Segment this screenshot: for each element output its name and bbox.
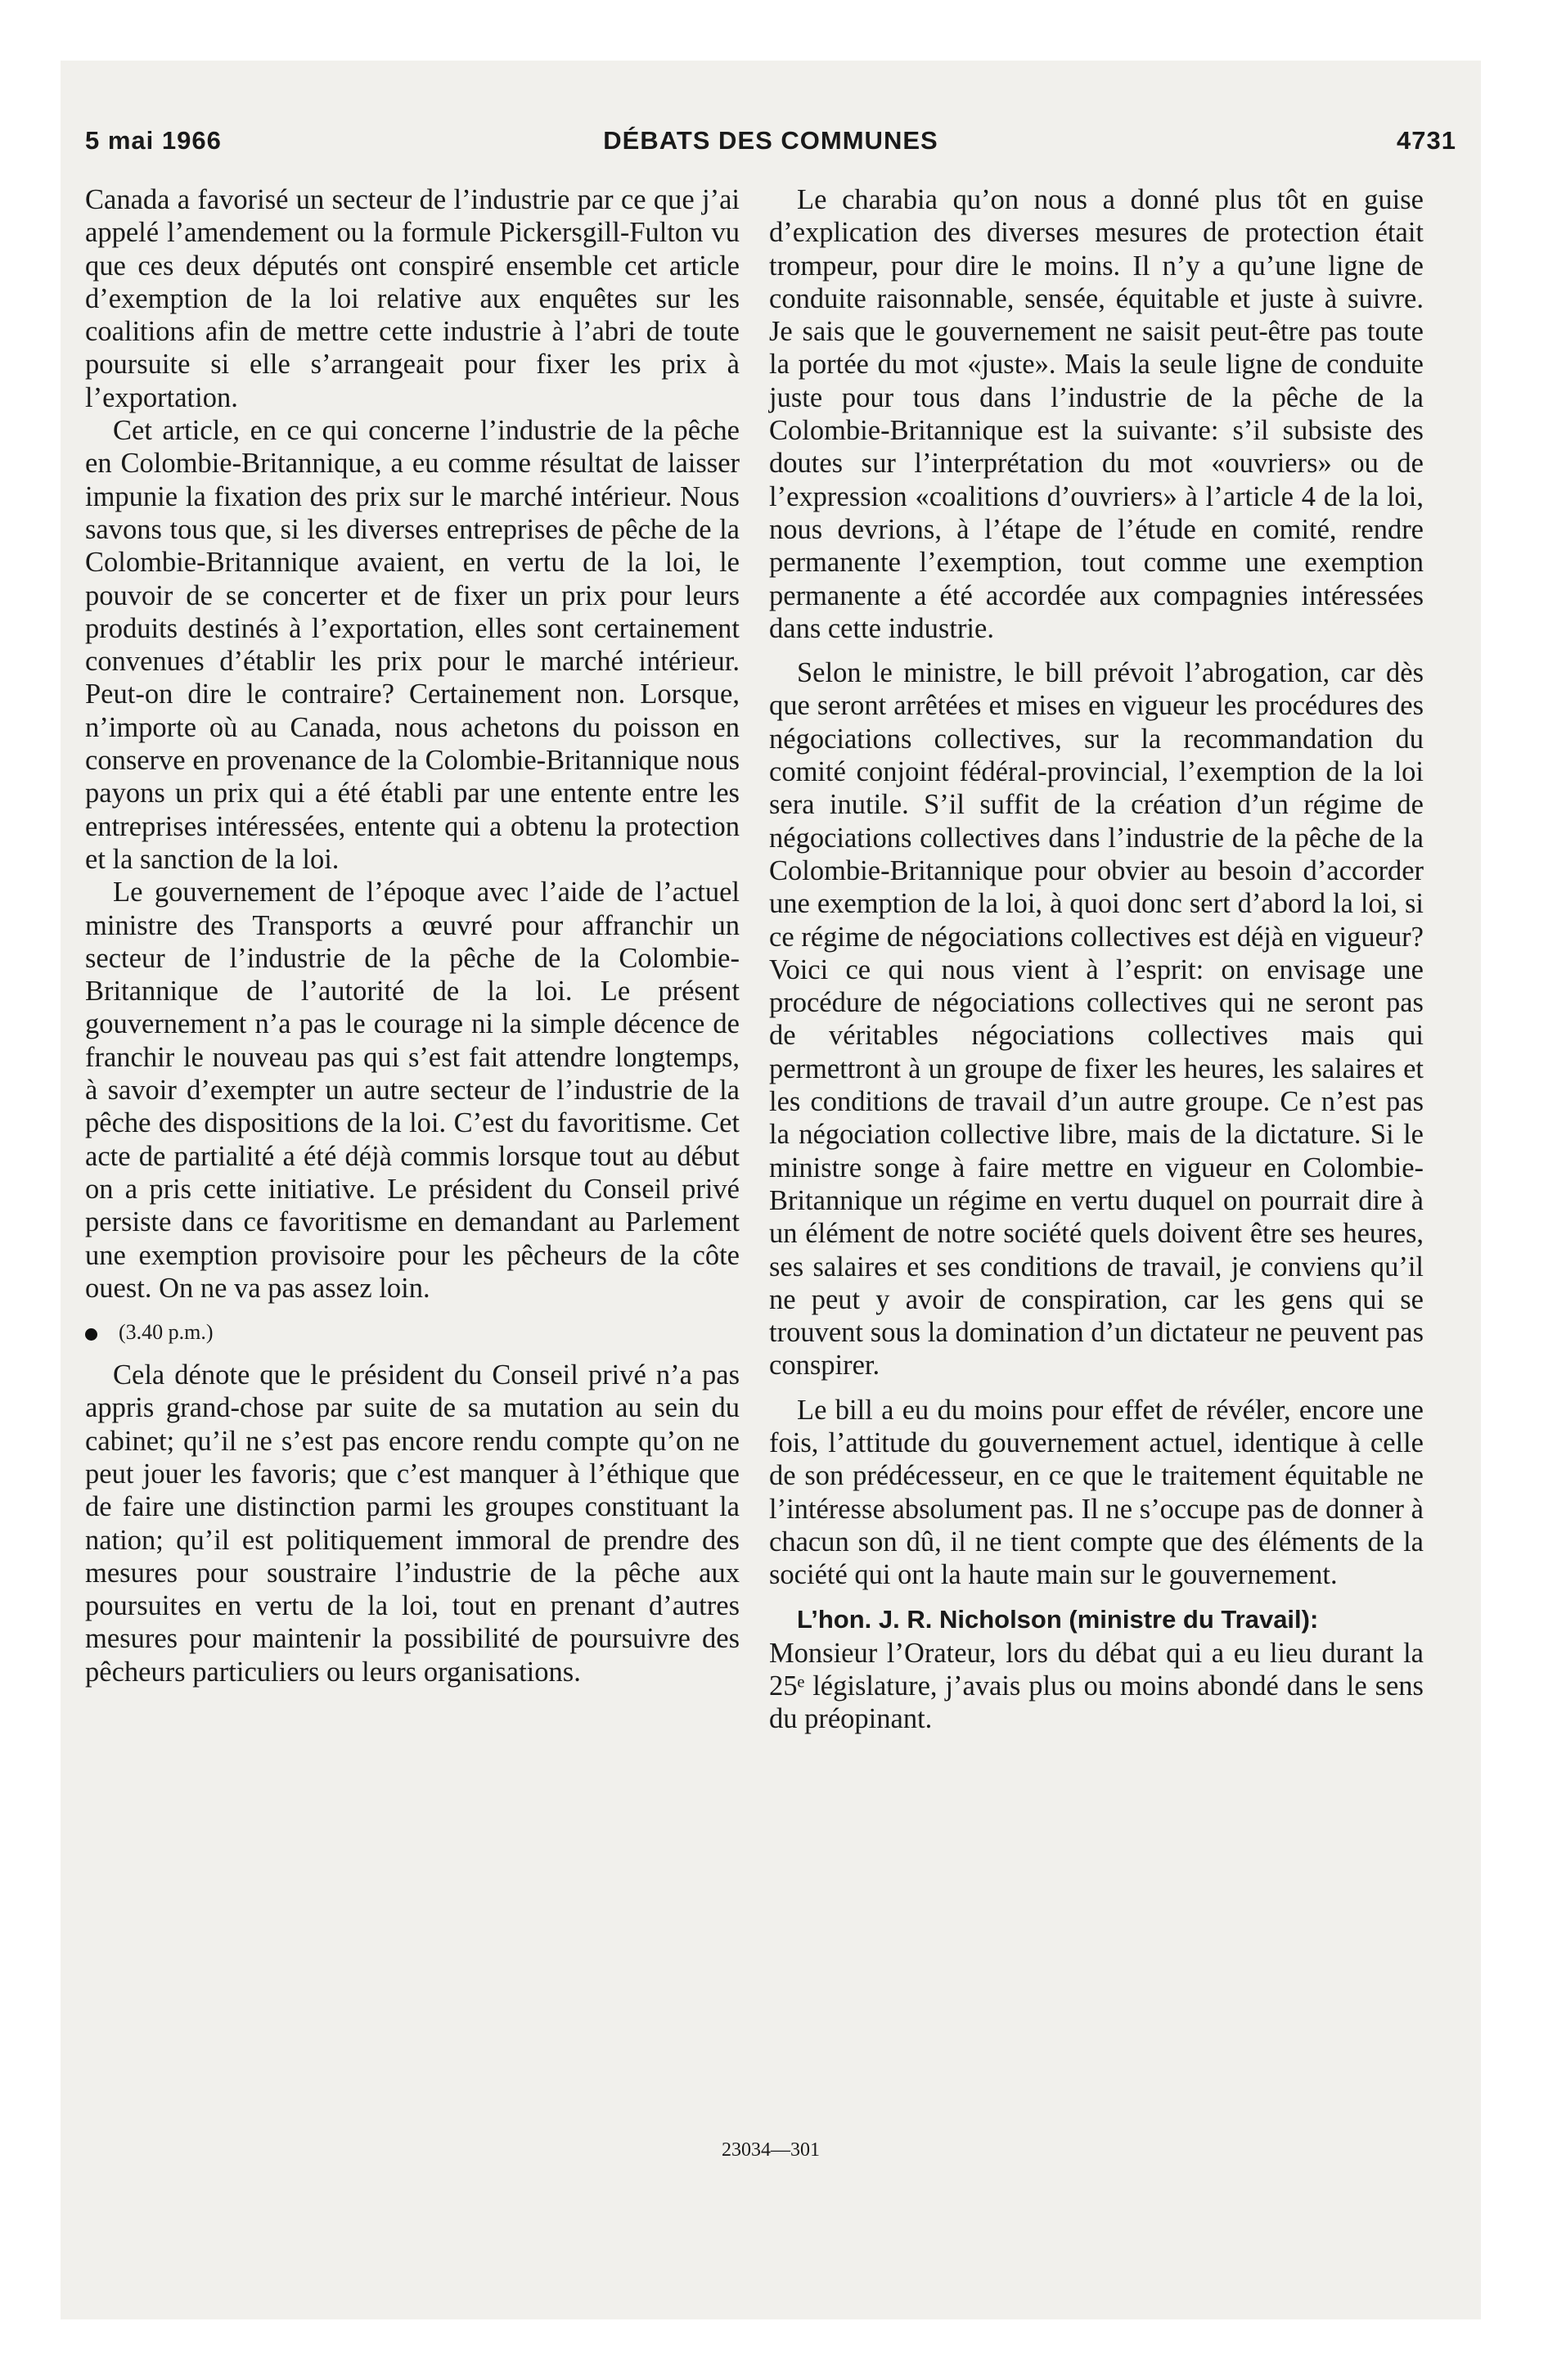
left-paragraph-4: Cela dénote que le président du Conseil privé n’a pas appris grand-chose par suite de sa mutation au sein du cabinet; qu’il ne s’est pas encore rendu compte qu’on ne peut jouer les favoris; que c’est manquer à l’éthique que de faire une distinction parmi les groupes constituant la nation; qu’il est politiquement immoral de prendre des mesures pour soustraire l’industrie de la pêche aux poursuites en vertu de la loi, tout en prenant d’autres mesures pour maintenir la possibilité de poursuivre des pêcheurs particuliers ou leurs organisations. <box>85 1359 740 1688</box>
header-title: DÉBATS DES COMMUNES <box>603 126 938 155</box>
left-paragraph-2: Cet article, en ce qui concerne l’industrie de la pêche en Colombie-Britannique, a eu comme résultat de laisser impunie la fixation des prix sur le marché intérieur. Nous savons tous que, si les diverses entreprises de pêche de la Colombie-Britannique avaient, en vertu de la loi, le pouvoir de se concerter et de fixer un prix pour leurs produits destinés à l’exportation, elles sont certainement convenues d’établir les prix pour le marché intérieur. Peut-on dire le contraire? Certainement non. Lorsque, n’importe où au Canada, nous achetons du poisson en conserve en provenance de la Colombie-Britannique nous payons un prix qui a été établi par une entente entre les entreprises intéressées, entente qui a obtenu la protection et la sanction de la loi. <box>85 415 740 875</box>
right-paragraph-2: Selon le ministre, le bill prévoit l’abrogation, car dès que seront arrêtées et mises en vigueur les procédures des négociations collectives, sur la recommandation du comité conjoint fédéral-provincial, l’exemption de la loi sera inutile. S’il suffit de la création d’un régime de négociations collectives dans l’industrie de la pêche de la Colombie-Britannique pour obvier au besoin d’accorder une exemption de la loi, à quoi donc sert d’abord la loi, si ce régime de négociations collectives est déjà en vigueur? Voici ce qui nous vient à l’esprit: on envisage une procédure de négociations collectives qui ne seront pas de véritables négociations collectives mais qui permettront à un groupe de fixer les heures, les salaires et les conditions de travail d’un autre groupe. Ce n’est pas la négociation collective libre, mais de la dictature. Si le ministre songe à faire mettre en vigueur en Colombie-Britannique un régime en vertu duquel on pourrait dire à un élément de notre société quels doivent être ses heures, ses salaires et ses conditions de travail, je conviens qu’il ne peut y avoir de conspiration, car les gens qui se trouvent sous la domination d’un dictateur ne peuvent pas conspirer. <box>769 657 1424 1382</box>
right-paragraph-1: Le charabia qu’on nous a donné plus tôt en guise d’explication des diverses mesures de protection était trompeur, pour dire le moins. Il n’y a qu’une ligne de conduite raisonnable, sensée, équitable et juste à suivre. Je sais que le gouvernement ne saisit peut-être pas toute la portée du mot «juste». Mais la seule ligne de conduite juste pour tous dans l’industrie de la pêche de la Colombie-Britannique est la suivante: s’il subsiste des doutes sur l’interprétation du mot «ouvriers» ou de l’expression «coalitions d’ouvriers» à l’article 4 de la loi, nous devrions, à l’étape de l’étude en comité, rendre permanente l’exemption, tout comme une exemption permanente a été accordée aux compagnies intéressées dans cette industrie. <box>769 184 1424 644</box>
right-paragraph-3: Le bill a eu du moins pour effet de révéler, encore une fois, l’attitude du gouvernement actuel, identique à celle de son prédécesseur, en ce que le traitement équitable ne l’intéresse absolument pas. Il ne s’occupe pas de donner à chacun son dû, il ne tient compte que des éléments de la société qui ont la haute main sur le gouvernement. <box>769 1394 1424 1591</box>
right-paragraph-4: Monsieur l’Orateur, lors du débat qui a eu lieu durant la 25ᵉ législature, j’avais plus ou moins abondé dans le sens du préopinant. <box>769 1637 1424 1735</box>
page-footer-code: 23034—301 <box>722 2139 820 2161</box>
bullet-icon <box>85 1328 97 1341</box>
speaker-name: L’hon. J. R. Nicholson (ministre du Travail): <box>797 1605 1319 1634</box>
left-column <box>85 183 740 1688</box>
right-column <box>769 183 1424 1736</box>
time-marker <box>85 1319 740 1346</box>
header-page-number: 4731 <box>1397 126 1456 155</box>
left-paragraph-1: Canada a favorisé un secteur de l’industrie par ce que j’ai appelé l’amendement ou la formule Pickersgill-Fulton vu que ces deux députés ont conspiré ensemble cet article d’exemption de la loi relative aux enquêtes sur les coalitions afin de mettre cette industrie à l’abri de toute poursuite si elle s’arrangeait pour fixer les prix à l’exportation. <box>85 184 740 413</box>
document-page <box>61 61 1481 2319</box>
speaker-paragraph <box>769 1602 1424 1636</box>
left-paragraph-3: Le gouvernement de l’époque avec l’aide de l’actuel ministre des Transports a œuvré pour affranchir un secteur de l’industrie de la pêche de la Colombie-Britannique de l’autorité de la loi. Le présent gouvernement n’a pas le courage ni la simple décence de franchir le nouveau pas qui s’est fait attendre longtemps, à savoir d’exempter un autre secteur de l’industrie de la pêche des dispositions de la loi. C’est du favoritisme. Cet acte de partialité a été déjà commis lorsque tout au début on a pris cette initiative. Le président du Conseil privé persiste dans ce favoritisme en demandant au Parlement une exemption provisoire pour les pêcheurs de la côte ouest. On ne va pas assez loin. <box>85 877 740 1304</box>
header-date: 5 mai 1966 <box>85 126 222 155</box>
time-marker-text: (3.40 p.m.) <box>119 1320 214 1345</box>
page-header <box>85 126 1456 167</box>
